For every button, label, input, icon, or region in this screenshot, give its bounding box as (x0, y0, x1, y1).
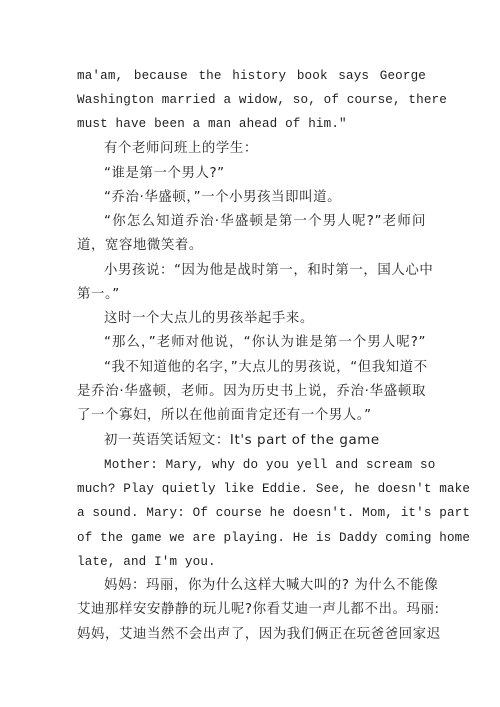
text-line: 小男孩说：“因为他是战时第一，和时第一，国人心中 (104, 263, 434, 278)
text-line: much? Play quietly like Eddie. See, he doesn't make (77, 482, 471, 496)
text-line: Mother: Mary, why do you yell and scream so (104, 458, 436, 472)
text-line: “谁是第一个男人?” (104, 166, 225, 181)
text-line: 道，宽容地微笑着。 (77, 238, 203, 253)
text-line: 妈妈：玛丽，你为什么这样大喊大叫的? 为什么不能像 (104, 578, 439, 593)
text-line: Washington married a widow, so, of course, there (77, 93, 447, 107)
text-line: 第一。” (77, 287, 120, 302)
text-line: “你怎么知道乔治·华盛顿是第一个男人呢?”老师问 (104, 214, 426, 229)
text-line: 这时一个大点儿的男孩举起手来。 (104, 311, 314, 326)
text-line: “我不知道他的名字，”大点儿的男孩说，“但我知道不 (104, 360, 428, 375)
text-line: a sound. Mary: Of course he doesn't. Mom, it's part (77, 506, 471, 520)
text-line: 有个老师问班上的学生： (104, 141, 258, 156)
text-line: “那么，”老师对他说，“你认为谁是第一个男人呢?” (104, 335, 426, 350)
text-line: 初一英语笑话短文：It's part of the game (104, 433, 380, 448)
text-line: 妈妈，艾迪当然不会出声了，因为我们俩正在玩爸爸回家迟 (77, 627, 441, 642)
text-line: 艾迪那样安安静静的玩儿呢?你看艾迪一声儿都不出。玛丽: (77, 602, 440, 617)
text-line: must have been a man ahead of him." (77, 117, 347, 131)
text-line: 了一个寡妇，所以在他前面肯定还有一个男人。” (77, 408, 372, 423)
text-line: of the game we are playing. He is Daddy coming home (77, 531, 471, 545)
text-line: 是乔治·华盛顿，老师。因为历史书上说，乔治·华盛顿取 (77, 384, 426, 399)
text-line: “乔治·华盛顿，”一个小男孩当即叫道。 (104, 190, 342, 205)
text-line: ma'am, because the history book says George (77, 69, 426, 83)
text-line: late, and I'm you. (77, 555, 216, 569)
